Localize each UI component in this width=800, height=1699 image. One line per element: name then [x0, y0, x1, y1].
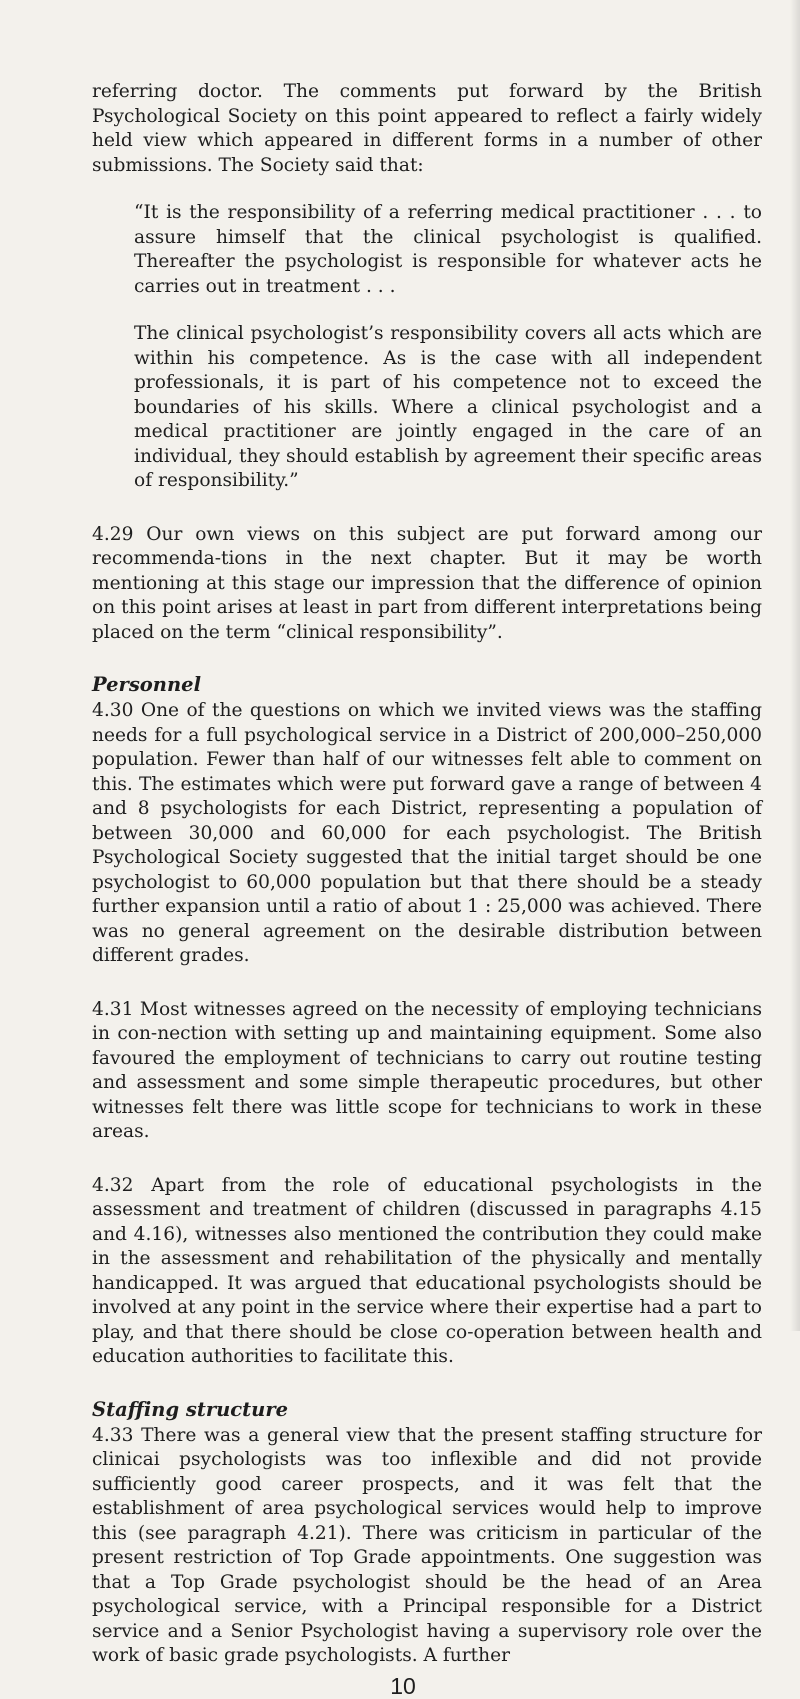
- quote-paragraph-1: “It is the responsibility of a referring medical practitioner . . . to assure himself that the clinical psychologist is qualified. Thereafter the psychologist is responsible for whatever acts he carries out in treatment . . .: [134, 202, 762, 297]
- paragraph-4-29: 4.29 Our own views on this subject are put forward among our recommenda-tions in the next chapter. But it may be worth mentioning at this stage our impression that the difference of opinion on this point arises at least in part from different interpretations being placed on the term “clinical responsibility”.: [92, 523, 762, 643]
- section-heading-staffing: Staffing structure: [92, 1397, 289, 1421]
- section-heading-personnel: Personnel: [92, 673, 201, 696]
- paragraph-4-30: 4.30 One of the questions on which we invited views was the staffing needs for a full psychological service in a District of 200,000–250,000 population. Fewer than half of our witnesses felt able to comment on this. The estimates which were put forward gave a range of between 4 and 8 psychologists for each District, representing a population of between 30,000 and 60,000 for each psychologist. The British Psychological Society suggested that the initial target should be one psychologist to 60,000 population but that there should be a steady further expansion until a ratio of about 1 : 25,000 was achieved. There was no general agreement on the desirable distribution between different grades.: [92, 700, 762, 966]
- intro-paragraph: referring doctor. The comments put forward by the British Psychological Society on this point appeared to reflect a fairly widely held view which appeared in different forms in a number of other submissions. The Society said that:: [92, 81, 762, 176]
- paragraph-4-31: 4.31 Most witnesses agreed on the necessity of employing technicians in con-nection with setting up and maintaining equipment. Some also favoured the employment of technicians to carry out routine testing and assessment and some simple therapeutic procedures, but other witnesses felt there was little scope for technicians to work in these areas.: [92, 998, 762, 1142]
- paragraph-4-33: 4.33 There was a general view that the present staffing structure for clinicai psychologists was too inflexible and did not provide sufficiently good career prospects, and it was felt that the establishment of area psychological services would help to improve this (see paragraph 4.21). There was criticism in particular of the present restriction of Top Grade appointments. One suggestion was that a Top Grade psychologist should be the head of an Area psychological service, with a Principal responsible for a District service and a Senior Psychologist having a supervisory role over the work of basic grade psychologists. A further: [92, 1424, 762, 1666]
- quote-paragraph-2: The clinical psychologist’s responsibility covers all acts which are within his competence. As is the case with all independent professionals, it is part of his competence not to exceed the boundaries of his skills. Where a clinical psychologist and a medical practitioner are jointly engaged in the care of an individual, they should establish by agreement their specific areas of responsibility.”: [134, 323, 762, 491]
- paragraph-4-32: 4.32 Apart from the role of educational psychologists in the assessment and treatment of children (discussed in paragraphs 4.15 and 4.16), witnesses also mentioned the contribution they could make in the assessment and rehabilitation of the physically and mentally handicapped. It was argued that educational psychologists should be involved at any point in the service where their expertise had a part to play, and that there should be close co-operation between health and education authorities to facilitate this.: [92, 1174, 762, 1367]
- page-number: 10: [390, 1672, 416, 1699]
